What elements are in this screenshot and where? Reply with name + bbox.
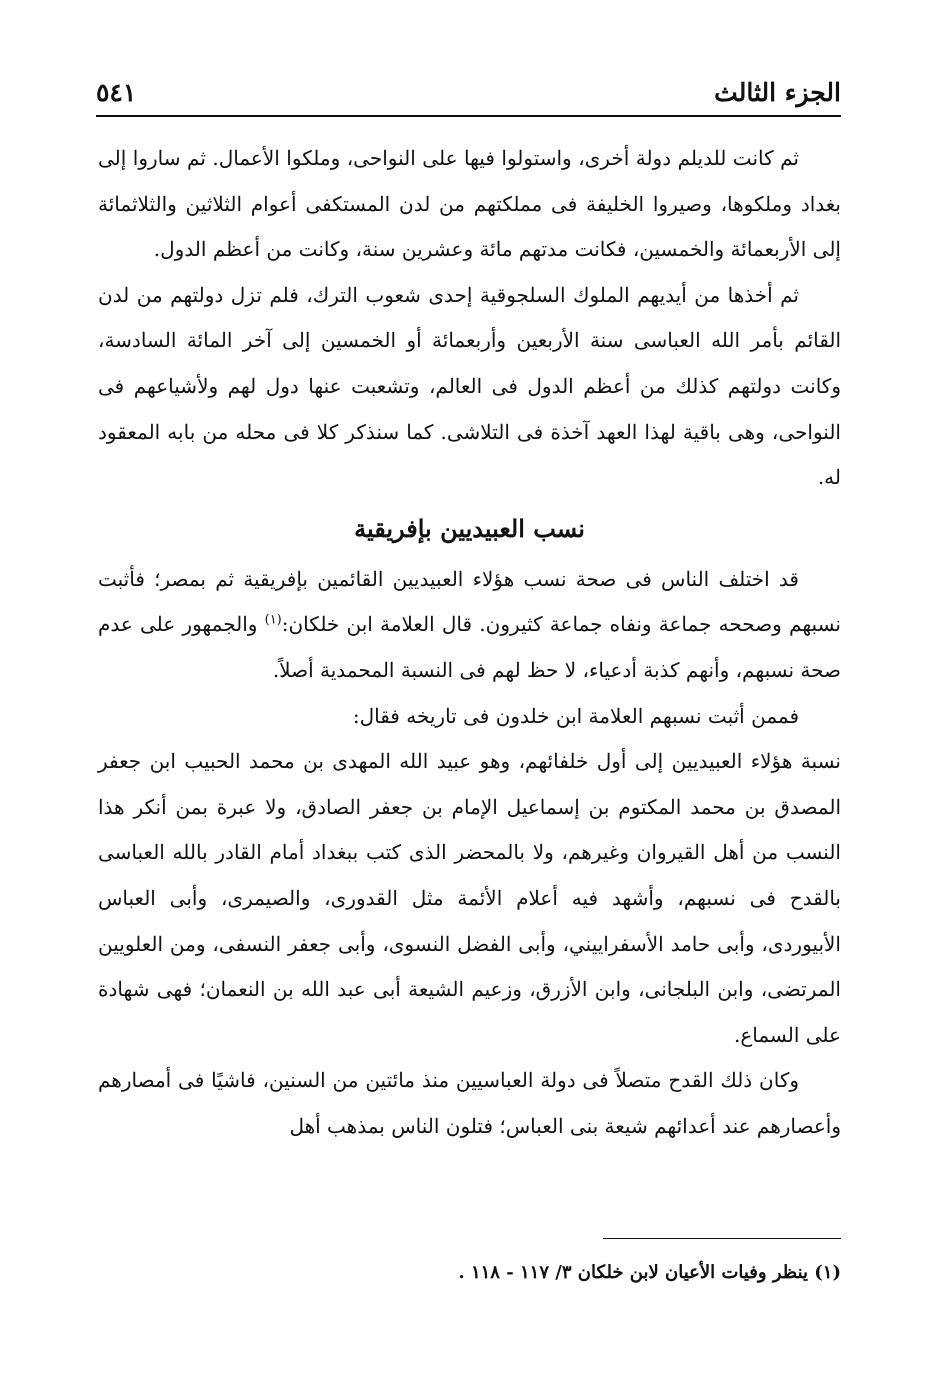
section-heading: نسب العبيديين بإفريقية <box>354 513 585 543</box>
footnote: (١) ينظر وفيات الأعيان لابن خلكان ٣/ ١١٧ - ١١٨ . <box>458 1262 841 1283</box>
footnote-marker[interactable]: (١) <box>264 612 282 628</box>
header-divider <box>96 115 841 117</box>
running-title: الجزء الثالث <box>714 78 841 107</box>
paragraph: ثم أخذها من أيديهم الملوك السلجوقية إحدى شعوب الترك، فلم تزل دولتهم من لدن القائم بأمر الله العباسى سنة الأربعين وأربعمائة أو الخمسين إلى آخر المائة السادسة، وكانت دولتهم كذلك من أعظم الدول فى العالم، وتشعبت عنها دول لهم ولأشياعهم فى النواحى، وهى باقية لهذا العهد آخذة فى التلاشى. كما سنذكر كلا فى محله من بابه المعقود له. <box>98 282 841 490</box>
running-header <box>96 62 841 110</box>
main-text <box>98 136 841 1149</box>
paragraph: فممن أثبت نسبهم العلامة ابن خلدون فى تاريخه فقال: <box>352 703 799 728</box>
paragraph-text: والجمهور على عدم صحة نسبهم، وأنهم كذبة أدعياء، لا حظ لهم فى النسبة المحمدية أصلاً. <box>98 612 841 682</box>
page-number: ٥٤١ <box>96 78 137 107</box>
paragraph: ثم كانت للديلم دولة أخرى، واستولوا فيها على النواحى، وملكوا الأعمال. ثم ساروا إلى بغداد وملكوها، وصيروا الخليفة فى مملكتهم من لدن المستكفى أعوام الثلاثين والثلاثمائة إلى الأربعمائة والخمسين، فكانت مدتهم مائة وعشرين سنة، وكانت من أعظم الدول. <box>98 146 841 262</box>
paragraph: وكان ذلك القدح متصلاً فى دولة العباسيين منذ مائتين من السنين، فاشيًا فى أمصارهم وأعصارهم عند أعدائهم شيعة بنى العباس؛ فتلون الناس بمذهب أهل <box>98 1068 841 1138</box>
quoted-paragraph: نسبة هؤلاء العبيديين إلى أول خلفائهم، وهو عبيد الله المهدى بن محمد الحبيب ابن جعفر المصدق بن محمد المكتوم بن إسماعيل الإمام بن جعفر الصادق، ولا عبرة بمن أنكر هذا النسب من أهل القيروان وغيرهم، ولا بالمحضر الذى كتب ببغداد أمام القادر بالله العباسى بالقدح فى نسبهم، وأشهد فيه أعلام الأئمة مثل القدورى، والصيمرى، وأبى العباس الأبيوردى، وأبى حامد الأسفراييني، وأبى الفضل النسوى، وأبى جعفر النسفى، ومن العلويين المرتضى، وابن البلجانى، وابن الأزرق، وزعيم الشيعة أبى عبد الله بن النعمان؛ فهى شهادة على السماع. <box>98 749 841 1047</box>
footnote-divider <box>603 1238 841 1239</box>
paragraph <box>98 557 841 694</box>
paragraph-text: قد اختلف الناس فى صحة نسب هؤلاء العبيديين القائمين بإفريقية ثم بمصر؛ فأثبت نسبهم وصححه جماعة ونفاه جماعة كثيرون. قال العلامة ابن خلكان: <box>98 566 841 637</box>
